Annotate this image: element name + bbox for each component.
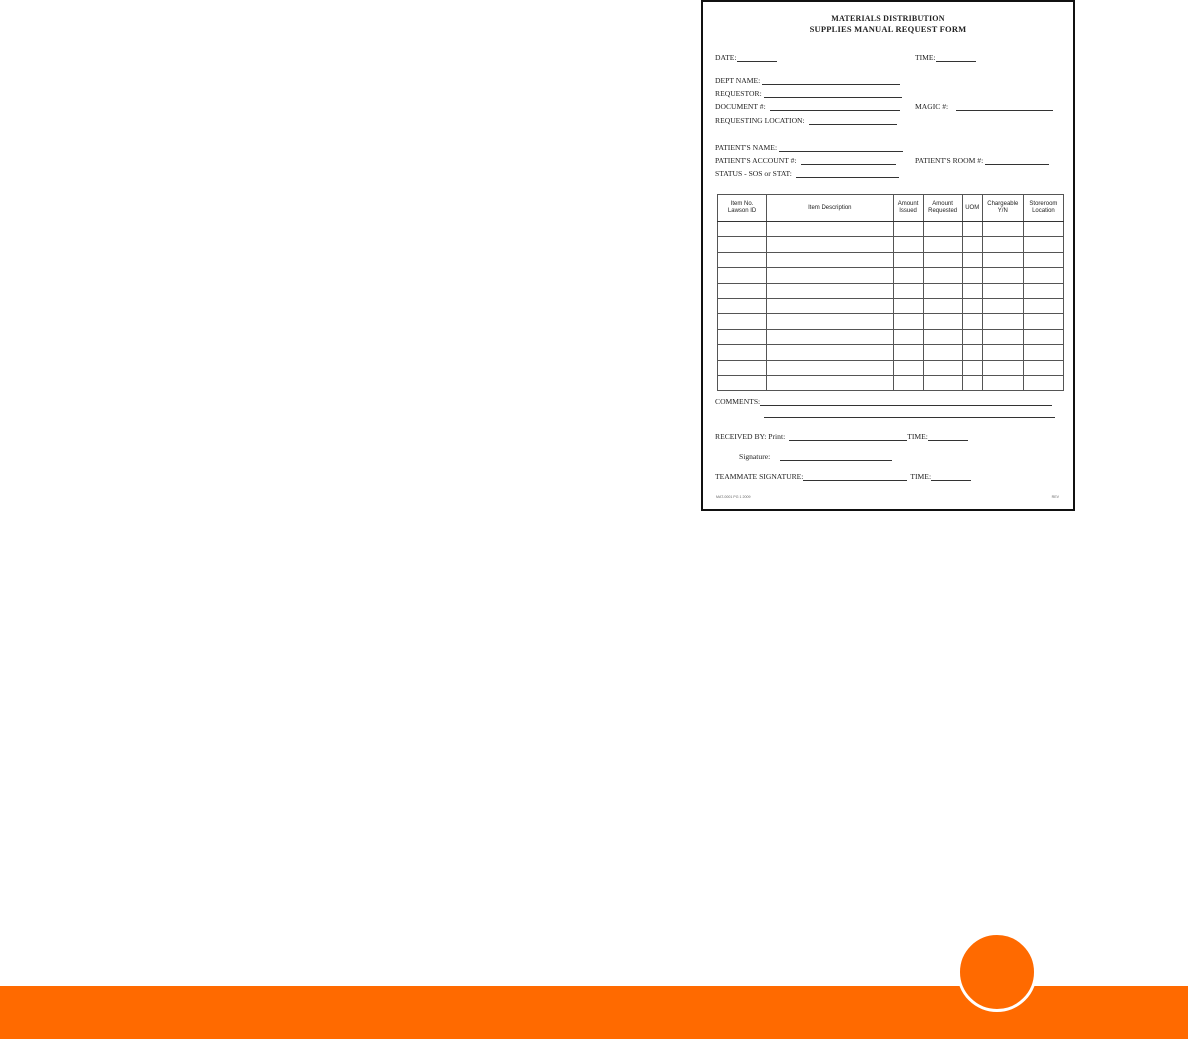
table-cell <box>718 298 767 313</box>
time-line <box>936 54 976 62</box>
table-cell <box>893 329 923 344</box>
header-uom: UOM <box>962 195 982 222</box>
table-cell <box>718 268 767 283</box>
comments-label: COMMENTS: <box>715 397 761 406</box>
date-label: DATE: <box>715 53 737 62</box>
received-by-field <box>715 432 968 441</box>
table-cell <box>767 375 893 390</box>
table-cell <box>893 252 923 267</box>
table-cell <box>982 222 1023 237</box>
table-cell <box>767 360 893 375</box>
teammate-time-line <box>931 473 971 481</box>
received-by-line <box>789 433 907 441</box>
received-time-line <box>928 433 968 441</box>
table-cell <box>962 252 982 267</box>
header-item-description: Item Description <box>767 195 893 222</box>
table-row <box>718 375 1064 390</box>
patients-account-line <box>801 157 896 165</box>
table-row <box>718 268 1064 283</box>
form-footer-rev: REV <box>1051 495 1059 499</box>
status-field <box>715 169 899 178</box>
table-cell <box>767 329 893 344</box>
table-cell <box>1023 252 1063 267</box>
magic-label: MAGIC #: <box>915 102 949 111</box>
table-cell <box>962 298 982 313</box>
table-cell <box>923 329 962 344</box>
header-item-no: Item No. Lawson ID <box>718 195 767 222</box>
table-cell <box>982 329 1023 344</box>
form-title-line-1: MATERIALS DISTRIBUTION <box>831 14 945 23</box>
header-storeroom-location: Storeroom Location <box>1023 195 1063 222</box>
requesting-location-field <box>715 116 897 125</box>
table-cell <box>982 298 1023 313</box>
date-line <box>737 54 777 62</box>
table-cell <box>923 345 962 360</box>
table-row <box>718 329 1064 344</box>
table-cell <box>767 345 893 360</box>
magic-line <box>956 103 1053 111</box>
table-cell <box>923 298 962 313</box>
table-cell <box>982 283 1023 298</box>
table-cell <box>1023 222 1063 237</box>
teammate-signature-field <box>715 472 971 481</box>
table-row <box>718 237 1064 252</box>
table-cell <box>893 314 923 329</box>
table-row <box>718 283 1064 298</box>
table-cell <box>767 298 893 313</box>
table-row <box>718 252 1064 267</box>
table-cell <box>718 222 767 237</box>
form-title-line-2: SUPPLIES MANUAL REQUEST FORM <box>809 24 967 34</box>
table-cell <box>962 329 982 344</box>
table-cell <box>767 252 893 267</box>
comments-line-1 <box>760 398 1052 406</box>
table-cell <box>718 375 767 390</box>
table-cell <box>982 360 1023 375</box>
patients-account-label: PATIENT'S ACCOUNT #: <box>715 156 797 165</box>
table-cell <box>1023 298 1063 313</box>
table-cell <box>718 360 767 375</box>
table-cell <box>982 252 1023 267</box>
table-cell <box>962 283 982 298</box>
table-cell <box>923 283 962 298</box>
table-cell <box>893 237 923 252</box>
date-field <box>715 53 777 62</box>
teammate-signature-line <box>803 473 907 481</box>
patients-name-field <box>715 143 903 152</box>
requestor-line <box>764 90 902 98</box>
time-field <box>915 53 976 62</box>
table-cell <box>923 252 962 267</box>
document-field <box>715 102 900 111</box>
requesting-location-line <box>809 117 897 125</box>
table-row <box>718 345 1064 360</box>
table-cell <box>1023 283 1063 298</box>
header-amount-requested: Amount Requested <box>923 195 962 222</box>
comments-line-2 <box>764 417 1055 418</box>
requestor-label: REQUESTOR: <box>715 89 762 98</box>
table-cell <box>962 360 982 375</box>
requesting-location-label: REQUESTING LOCATION: <box>715 116 805 125</box>
supplies-request-form-image <box>701 0 1075 511</box>
table-row <box>718 222 1064 237</box>
table-cell <box>923 375 962 390</box>
teammate-time-label: TIME: <box>910 472 932 481</box>
form-footer-code: MAT-0001 PG 1 2009 <box>716 495 751 499</box>
received-time-label: TIME: <box>907 432 928 441</box>
table-cell <box>767 268 893 283</box>
table-cell <box>718 314 767 329</box>
header-amount-issued: Amount Issued <box>893 195 923 222</box>
table-cell <box>893 375 923 390</box>
signature-line <box>780 453 892 461</box>
table-cell <box>893 283 923 298</box>
dept-name-field <box>715 76 900 85</box>
requestor-field <box>715 89 902 98</box>
table-cell <box>718 237 767 252</box>
table-cell <box>923 268 962 283</box>
comments-field <box>715 397 1052 406</box>
table-cell <box>982 237 1023 252</box>
table-cell <box>718 345 767 360</box>
document-line <box>770 103 900 111</box>
signature-label: Signature: <box>739 452 771 461</box>
table-cell <box>767 222 893 237</box>
table-row <box>718 298 1064 313</box>
table-cell <box>923 360 962 375</box>
table-cell <box>962 237 982 252</box>
table-cell <box>718 252 767 267</box>
patients-name-label: PATIENT'S NAME: <box>715 143 778 152</box>
table-cell <box>982 268 1023 283</box>
table-cell <box>893 298 923 313</box>
patients-room-label: PATIENT'S ROOM #: <box>915 156 984 165</box>
table-header-row <box>718 195 1064 222</box>
table-cell <box>962 345 982 360</box>
table-cell <box>893 345 923 360</box>
table-cell <box>982 314 1023 329</box>
table-cell <box>767 283 893 298</box>
table-cell <box>982 345 1023 360</box>
table-cell <box>1023 360 1063 375</box>
dept-name-label: DEPT NAME: <box>715 76 761 85</box>
table-cell <box>923 237 962 252</box>
table-cell <box>767 314 893 329</box>
table-cell <box>893 222 923 237</box>
magic-field <box>915 102 1053 111</box>
table-cell <box>962 375 982 390</box>
table-cell <box>893 360 923 375</box>
table-cell <box>718 329 767 344</box>
patients-room-field <box>915 156 1049 165</box>
table-cell <box>1023 329 1063 344</box>
table-cell <box>1023 345 1063 360</box>
patients-name-line <box>779 144 903 152</box>
table-cell <box>1023 237 1063 252</box>
table-cell <box>923 314 962 329</box>
table-cell <box>1023 314 1063 329</box>
table-cell <box>962 314 982 329</box>
table-cell <box>767 237 893 252</box>
signature-field <box>739 452 892 461</box>
status-label: STATUS - SOS or STAT: <box>715 169 792 178</box>
time-label: TIME: <box>915 53 936 62</box>
status-line <box>796 170 899 178</box>
table-cell <box>962 268 982 283</box>
patients-room-line <box>985 157 1049 165</box>
table-cell <box>923 222 962 237</box>
table-row <box>718 314 1064 329</box>
table-cell <box>962 222 982 237</box>
table-cell <box>1023 268 1063 283</box>
table-cell <box>982 375 1023 390</box>
received-by-label: RECEIVED BY: Print: <box>715 432 786 441</box>
patients-account-field <box>715 156 896 165</box>
header-chargeable: Chargeable Y/N <box>982 195 1023 222</box>
table-cell <box>893 268 923 283</box>
document-label: DOCUMENT #: <box>715 102 766 111</box>
teammate-signature-label: TEAMMATE SIGNATURE: <box>715 472 804 481</box>
table-cell <box>1023 375 1063 390</box>
dept-name-line <box>762 77 900 85</box>
table-body <box>718 222 1064 391</box>
footer-orange-circle <box>957 932 1037 1012</box>
items-table <box>717 194 1064 391</box>
table-row <box>718 360 1064 375</box>
table-cell <box>718 283 767 298</box>
